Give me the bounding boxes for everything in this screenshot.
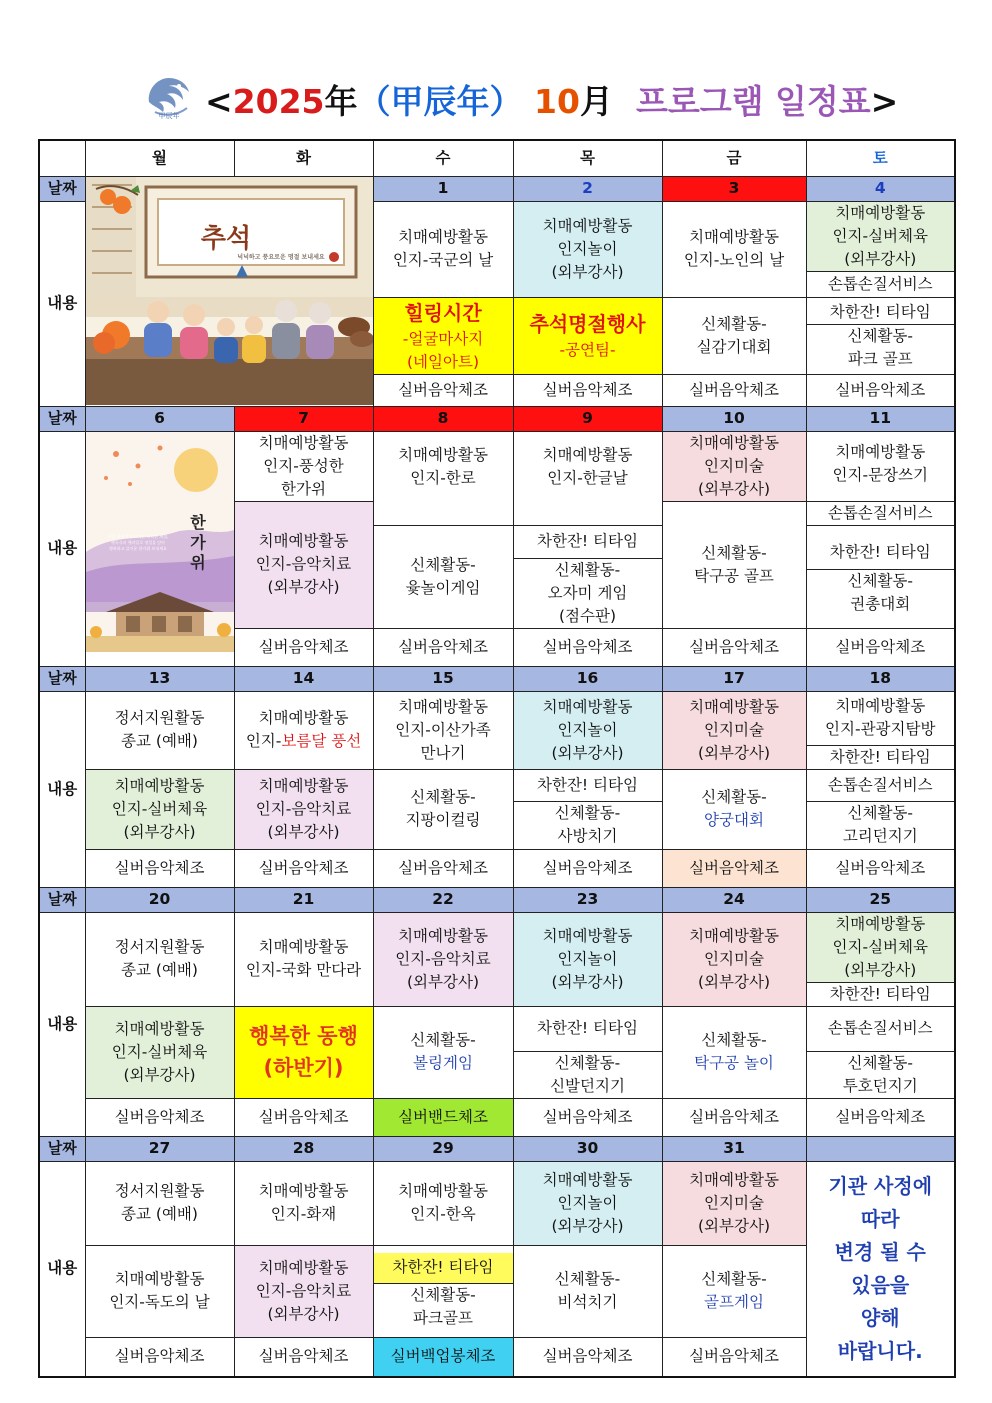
event-cell: 행복한 동행 (하반기) xyxy=(234,1006,373,1098)
program-cell: 치매예방활동 인지-한글날 xyxy=(513,431,662,525)
program-cell: 실버음악체조 xyxy=(373,374,513,406)
date-cell: 24 xyxy=(662,887,806,912)
program-cell: 실버음악체조 xyxy=(85,1098,234,1136)
svg-text:甲辰年: 甲辰年 xyxy=(158,112,180,120)
chuseok-image xyxy=(85,176,373,406)
event-cell: 추석명절행사 -공연팀- xyxy=(513,297,662,374)
date-label: 날짜 xyxy=(39,176,85,201)
weekday-tue: 화 xyxy=(234,140,373,176)
program-cell: 치매예방활동 인지-이산가족 만나기 xyxy=(373,691,513,769)
weekday-mon: 월 xyxy=(85,140,234,176)
program-cell: 실버음악체조 xyxy=(662,628,806,666)
date-row-week5 xyxy=(39,1136,955,1161)
svg-text:추석: 추석 xyxy=(200,223,251,254)
program-cell: 정서지원활동 종교 (예배) xyxy=(85,912,234,1006)
page-title: <2025年（甲辰年） 10月 프로그램 일정표> xyxy=(205,82,899,121)
content-row xyxy=(39,431,955,501)
date-label: 날짜 xyxy=(39,1136,85,1161)
program-cell: 치매예방활동 인지놀이 (외부강사) xyxy=(513,1161,662,1245)
program-cell: 치매예방활동 인지-풍성한 한가위 xyxy=(234,431,373,501)
program-cell: 치매예방활동 인지-음악치료 (외부강사) xyxy=(373,912,513,1006)
program-cell: 치매예방활동 인지놀이 (외부강사) xyxy=(513,912,662,1006)
program-cell: 치매예방활동 인지-관광지탐방 xyxy=(806,691,955,745)
content-label: 내용 xyxy=(39,431,85,666)
date-cell: 13 xyxy=(85,666,234,691)
program-cell: 실버음악체조 xyxy=(662,374,806,406)
content-label: 내용 xyxy=(39,912,85,1136)
program-cell: 실버음악체조 xyxy=(806,849,955,887)
program-cell: 치매예방활동 인지-실버체육 (외부강사) xyxy=(85,769,234,849)
content-label: 내용 xyxy=(39,201,85,406)
date-cell: 14 xyxy=(234,666,373,691)
date-row-week2 xyxy=(39,406,955,431)
program-cell: 실버음악체조 xyxy=(513,374,662,406)
program-cell: 치매예방활동 인지-음악치료 (외부강사) xyxy=(234,501,373,628)
content-row xyxy=(39,769,955,849)
date-cell: 10 xyxy=(662,406,806,431)
program-cell: 실버음악체조 xyxy=(234,1098,373,1136)
program-cell: 실버음악체조 xyxy=(85,1337,234,1377)
date-cell: 25 xyxy=(806,887,955,912)
blue-dragon-logo-icon xyxy=(143,72,195,120)
program-cell: 실버음악체조 xyxy=(85,849,234,887)
program-cell: 치매예방활동 인지놀이 (외부강사) xyxy=(513,201,662,297)
content-label: 내용 xyxy=(39,1161,85,1377)
program-cell: 실버음악체조 xyxy=(234,628,373,666)
program-cell: 차한잔! 티타임 신체활동- 파크골프 xyxy=(373,1245,513,1337)
program-cell: 실버음악체조 xyxy=(806,374,955,406)
program-cell: 치매예방활동 인지-독도의 날 xyxy=(85,1245,234,1337)
date-label: 날짜 xyxy=(39,887,85,912)
program-cell: 실버밴드체조 xyxy=(373,1098,513,1136)
program-cell: 실버음악체조 xyxy=(806,628,955,666)
program-cell: 차한잔! 티타임 신체활동- 사방치기 xyxy=(513,769,662,849)
date-label: 날짜 xyxy=(39,666,85,691)
content-row xyxy=(39,1161,955,1245)
date-cell: 22 xyxy=(373,887,513,912)
date-row-week4 xyxy=(39,887,955,912)
notice-cell: 기관 사정에 따라 변경 될 수 있음을 양해 바랍니다. xyxy=(806,1161,955,1377)
schedule-table xyxy=(38,139,956,1378)
program-cell: 치매예방활동 인지-노인의 날 xyxy=(662,201,806,297)
program-cell: 신체활동- 지팡이컬링 xyxy=(373,769,513,849)
date-cell: 16 xyxy=(513,666,662,691)
date-cell: 2 xyxy=(513,176,662,201)
program-cell: 실버음악체조 xyxy=(234,1337,373,1377)
date-cell-holiday: 8 xyxy=(373,406,513,431)
date-cell: 23 xyxy=(513,887,662,912)
svg-text:햇곡식과 햇과일로 정성을 담아: 햇곡식과 햇과일로 정성을 담아 xyxy=(110,539,165,545)
program-cell: 치매예방활동 인지-국화 만다라 xyxy=(234,912,373,1006)
program-cell: 치매예방활동 인지-실버체육 (외부강사) xyxy=(806,912,955,982)
date-cell xyxy=(806,1136,955,1161)
program-cell: 치매예방활동 인지-문장쓰기 xyxy=(806,431,955,501)
program-cell: 실버음악체조 xyxy=(373,628,513,666)
content-label: 내용 xyxy=(39,691,85,887)
program-cell: 정서지원활동 종교 (예배) xyxy=(85,1161,234,1245)
program-cell: 차한잔! 티타임 신체활동- 권총대회 xyxy=(806,525,955,628)
date-row-week1 xyxy=(39,176,955,201)
date-cell: 6 xyxy=(85,406,234,431)
date-cell: 31 xyxy=(662,1136,806,1161)
program-cell: 정서지원활동 종교 (예배) xyxy=(85,691,234,769)
date-cell: 4 xyxy=(806,176,955,201)
svg-text:행복하고 즐거운 한가위 보내세요: 행복하고 즐거운 한가위 보내세요 xyxy=(108,545,167,551)
program-cell: 실버음악체조 xyxy=(513,849,662,887)
content-row xyxy=(39,691,955,745)
program-cell: 치매예방활동 인지-한옥 xyxy=(373,1161,513,1245)
program-cell: 치매예방활동 인지놀이 (외부강사) xyxy=(513,691,662,769)
program-cell: 치매예방활동 인지미술 (외부강사) xyxy=(662,912,806,1006)
program-cell: 실버음악체조 xyxy=(373,849,513,887)
title-row xyxy=(0,66,992,126)
program-cell: 손톱손질서비스 신체활동- 고리던지기 xyxy=(806,769,955,849)
hangawi-image xyxy=(85,431,234,666)
date-cell: 30 xyxy=(513,1136,662,1161)
program-cell: 차한잔! 티타임 신체활동- 파크 골프 xyxy=(806,297,955,374)
program-cell: 치매예방활동 인지-국군의 날 xyxy=(373,201,513,297)
content-row xyxy=(39,1006,955,1098)
hangawi-illustration xyxy=(86,432,234,652)
date-cell: 18 xyxy=(806,666,955,691)
program-cell: 실버음악체조 xyxy=(806,1098,955,1136)
svg-text:온갖 곡식이 무르익는 넉넉한 계절,: 온갖 곡식이 무르익는 넉넉한 계절, xyxy=(107,533,168,539)
date-cell: 29 xyxy=(373,1136,513,1161)
program-cell: 실버음악체조 xyxy=(662,849,806,887)
program-cell: 치매예방활동 인지-보름달 풍선 xyxy=(234,691,373,769)
program-cell: 치매예방활동 인지-실버체육 (외부강사) xyxy=(806,201,955,271)
weekday-sat: 토 xyxy=(806,140,955,176)
program-cell: 차한잔! 티타임 신체활동- 신발던지기 xyxy=(513,1006,662,1098)
program-cell: 치매예방활동 인지-화재 xyxy=(234,1161,373,1245)
header-corner xyxy=(39,140,85,176)
program-cell: 실버음악체조 xyxy=(234,849,373,887)
date-cell: 27 xyxy=(85,1136,234,1161)
date-cell: 20 xyxy=(85,887,234,912)
svg-text:위: 위 xyxy=(189,552,206,572)
weekday-fri: 금 xyxy=(662,140,806,176)
program-cell: 손톱손질서비스 신체활동- 투호던지기 xyxy=(806,1006,955,1098)
program-cell: 손톱손질서비스 xyxy=(806,501,955,525)
chuseok-illustration xyxy=(86,177,374,405)
date-cell-holiday: 9 xyxy=(513,406,662,431)
program-cell: 신체활동- 실감기대회 xyxy=(662,297,806,374)
date-cell: 21 xyxy=(234,887,373,912)
weekday-wed: 수 xyxy=(373,140,513,176)
program-cell: 손톱손질서비스 xyxy=(806,271,955,297)
date-row-week3 xyxy=(39,666,955,691)
svg-text:가: 가 xyxy=(189,532,206,552)
program-cell: 실버음악체조 xyxy=(513,1337,662,1377)
program-cell: 치매예방활동 인지-한로 xyxy=(373,431,513,525)
date-cell: 15 xyxy=(373,666,513,691)
schedule-table-wrapper xyxy=(38,139,954,1372)
program-cell: 실버음악체조 xyxy=(513,1098,662,1136)
program-cell: 신체활동- 양궁대회 xyxy=(662,769,806,849)
program-cell: 신체활동- 골프게임 xyxy=(662,1245,806,1337)
program-cell: 차한잔! 티타임 xyxy=(806,745,955,769)
date-cell-holiday: 7 xyxy=(234,406,373,431)
program-cell: 신체활동- 비석치기 xyxy=(513,1245,662,1337)
date-cell: 1 xyxy=(373,176,513,201)
program-cell: 치매예방활동 인지미술 (외부강사) xyxy=(662,691,806,769)
date-cell: 28 xyxy=(234,1136,373,1161)
content-row xyxy=(39,912,955,982)
date-cell: 17 xyxy=(662,666,806,691)
program-cell: 치매예방활동 인지-음악치료 (외부강사) xyxy=(234,1245,373,1337)
program-cell: 신체활동- 윷놀이게임 xyxy=(373,525,513,628)
date-cell: 11 xyxy=(806,406,955,431)
program-cell: 실버음악체조 xyxy=(662,1337,806,1377)
program-cell: 신체활동- 탁구공 놀이 xyxy=(662,1006,806,1098)
weekday-thu: 목 xyxy=(513,140,662,176)
program-cell: 실버음악체조 xyxy=(513,628,662,666)
program-cell: 치매예방활동 인지-실버체육 (외부강사) xyxy=(85,1006,234,1098)
program-cell: 신체활동- 탁구공 골프 xyxy=(662,501,806,628)
program-cell: 실버음악체조 xyxy=(662,1098,806,1136)
svg-text:한: 한 xyxy=(189,512,206,532)
date-cell-holiday: 3 xyxy=(662,176,806,201)
svg-text:넉넉하고 풍요로운 명절 보내세요: 넉넉하고 풍요로운 명절 보내세요 xyxy=(236,253,325,261)
content-row xyxy=(39,849,955,887)
content-row xyxy=(39,1098,955,1136)
program-cell: 치매예방활동 인지미술 (외부강사) xyxy=(662,431,806,501)
program-cell: 신체활동- 볼링게임 xyxy=(373,1006,513,1098)
program-cell: 치매예방활동 인지-음악치료 (외부강사) xyxy=(234,769,373,849)
program-cell: 치매예방활동 인지미술 (외부강사) xyxy=(662,1161,806,1245)
date-label: 날짜 xyxy=(39,406,85,431)
weekday-header-row xyxy=(39,140,955,176)
program-cell: 실버백업봉체조 xyxy=(373,1337,513,1377)
program-cell: 차한잔! 티타임 xyxy=(806,982,955,1006)
event-cell: 힐링시간 -얼굴마사지 (네일아트) xyxy=(373,297,513,374)
program-cell: 차한잔! 티타임 신체활동- 오자미 게임 (점수판) xyxy=(513,525,662,628)
